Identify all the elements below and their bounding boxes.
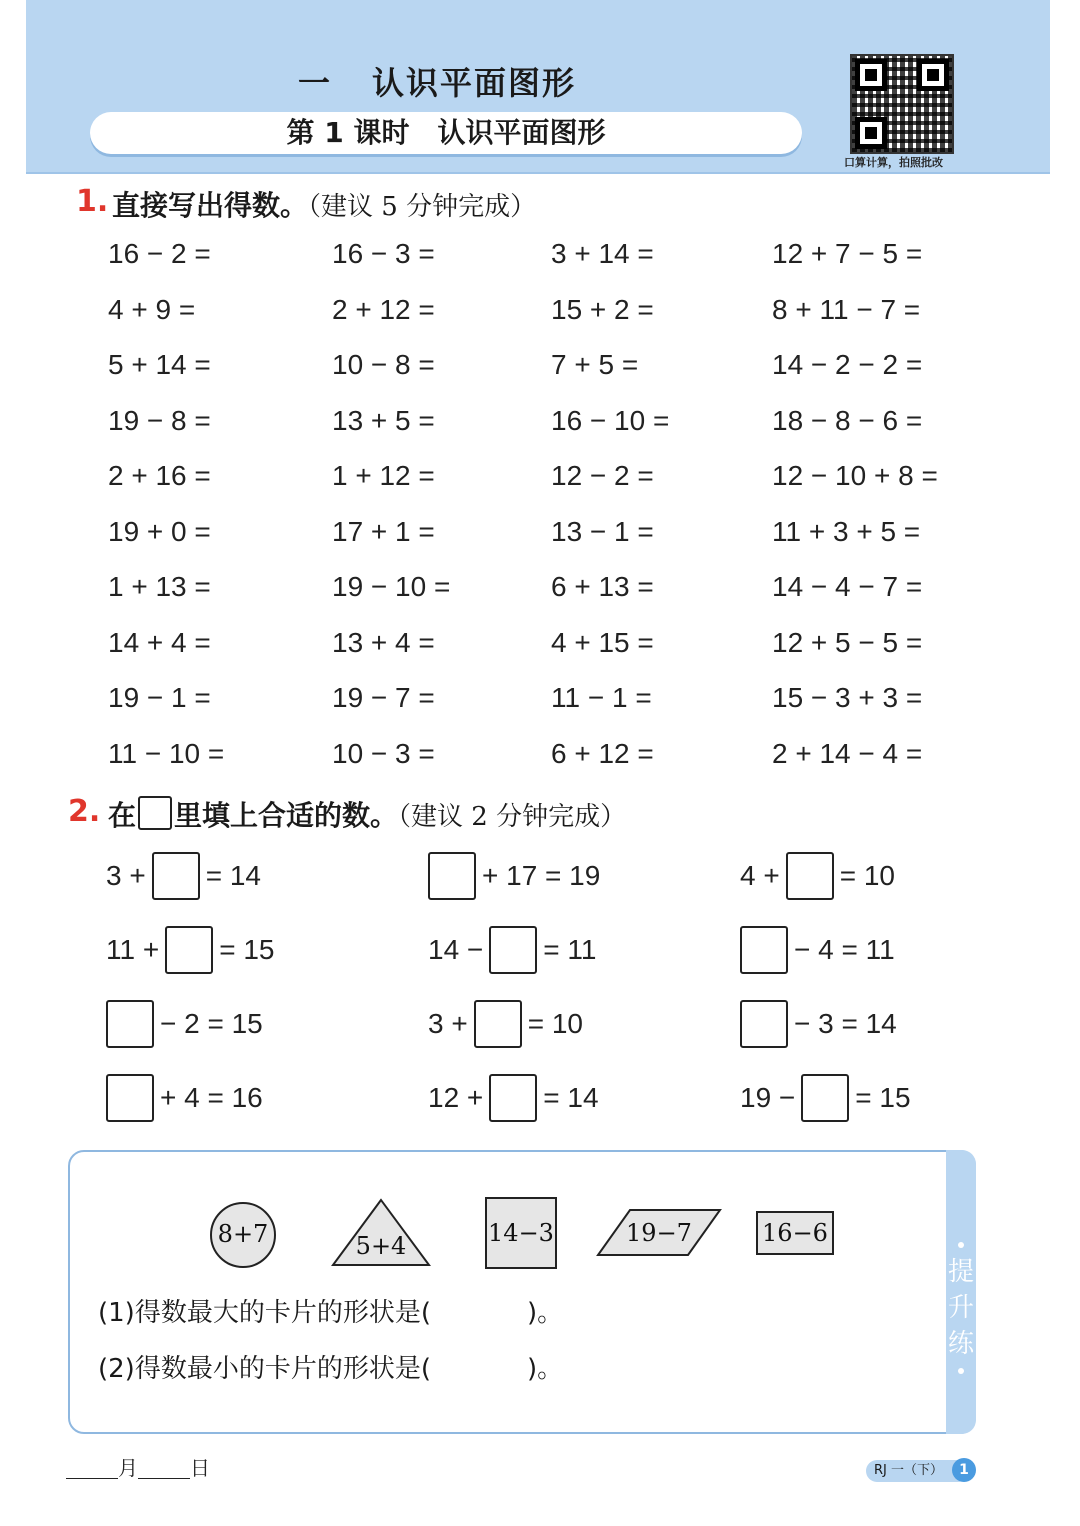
fill-after-text: − 3 = 14 bbox=[794, 1008, 897, 1039]
square-card-label: 14−3 bbox=[488, 1219, 554, 1247]
fill-after-text: = 15 bbox=[219, 934, 275, 965]
arithmetic-problem: 10 − 3 = bbox=[332, 738, 435, 769]
arithmetic-problem: 8 + 11 − 7 = bbox=[772, 294, 921, 325]
side-tab-label: 提升练 bbox=[947, 1257, 974, 1359]
fill-after-text: = 14 bbox=[543, 1082, 599, 1113]
arithmetic-problem: 15 + 2 = bbox=[551, 294, 654, 325]
arithmetic-problem: 14 − 2 − 2 = bbox=[772, 349, 923, 380]
section2-title-after: 里填上合适的数。 bbox=[174, 799, 399, 832]
section1-number: 1. bbox=[76, 184, 109, 219]
fill-after-text: = 14 bbox=[205, 860, 261, 891]
arithmetic-problem: 11 − 1 = bbox=[551, 682, 652, 713]
arithmetic-problem: 13 + 4 = bbox=[332, 627, 435, 658]
date-field bbox=[66, 1452, 210, 1481]
edition-badge: RJ 一（下） bbox=[866, 1460, 969, 1482]
section1-hint: （建议 5 分钟完成） bbox=[308, 192, 537, 222]
arithmetic-problem: 12 − 2 = bbox=[551, 460, 654, 491]
arithmetic-problem: 2 + 12 = bbox=[332, 294, 435, 325]
fill-after-text: = 10 bbox=[527, 1008, 583, 1039]
arithmetic-problem: 15 − 3 + 3 = bbox=[772, 682, 923, 713]
circle-card-label: 8+7 bbox=[217, 1220, 269, 1248]
arithmetic-problem: 18 − 8 − 6 = bbox=[772, 405, 923, 436]
question-2-text: (2)得数最小的卡片的形状是( bbox=[98, 1354, 431, 1384]
arithmetic-problem: 6 + 12 = bbox=[551, 738, 654, 769]
arithmetic-problem: 19 − 10 = bbox=[332, 571, 451, 602]
arithmetic-problem: 12 + 7 − 5 = bbox=[772, 238, 923, 269]
rectangle-card-label: 16−6 bbox=[762, 1219, 828, 1247]
fill-after-text: − 4 = 11 bbox=[794, 934, 895, 965]
unit-name: 认识平面图形 bbox=[372, 64, 577, 102]
arithmetic-problem: 6 + 13 = bbox=[551, 571, 654, 602]
fill-after-text: − 2 = 15 bbox=[160, 1008, 263, 1039]
arithmetic-problem: 12 + 5 − 5 = bbox=[772, 627, 923, 658]
arithmetic-problem: 7 + 5 = bbox=[551, 349, 639, 380]
arithmetic-problem: 16 − 2 = bbox=[108, 238, 211, 269]
arithmetic-problem: 11 + 3 + 5 = bbox=[772, 516, 921, 547]
fill-after-text: = 10 bbox=[839, 860, 895, 891]
arithmetic-problem: 17 + 1 = bbox=[332, 516, 435, 547]
question-1-end: )。 bbox=[526, 1298, 564, 1328]
arithmetic-problem: 12 − 10 + 8 = bbox=[772, 460, 938, 491]
arithmetic-problem: 19 − 1 = bbox=[108, 682, 211, 713]
arithmetic-problem: 4 + 9 = bbox=[108, 294, 196, 325]
fill-before-text: 3 + bbox=[106, 860, 146, 891]
arithmetic-problem: 3 + 14 = bbox=[551, 238, 654, 269]
question-2-end: )。 bbox=[526, 1354, 564, 1384]
arithmetic-problem: 19 + 0 = bbox=[108, 516, 211, 547]
question-1 bbox=[98, 1292, 563, 1329]
unit-number: 一 bbox=[298, 64, 333, 102]
fill-before-text: 11 + bbox=[106, 934, 160, 965]
arithmetic-problem: 16 − 3 = bbox=[332, 238, 435, 269]
section2-hint: （建议 2 分钟完成） bbox=[398, 802, 627, 832]
fill-before-text: 12 + bbox=[428, 1082, 484, 1113]
section2-title-before: 在 bbox=[108, 799, 137, 832]
arithmetic-problem: 14 − 4 − 7 = bbox=[772, 571, 923, 602]
arithmetic-problem: 16 − 10 = bbox=[551, 405, 670, 436]
fill-before-text: 19 − bbox=[740, 1082, 796, 1113]
fill-before-text: 14 − bbox=[428, 934, 484, 965]
month-blank[interactable] bbox=[66, 1458, 118, 1479]
fill-after-text: + 17 = 19 bbox=[482, 860, 601, 891]
qr-caption: 口算计算，拍照批改 bbox=[844, 156, 943, 169]
fill-after-text: = 11 bbox=[543, 934, 597, 965]
lesson-title: 第 1 课时 认识平面图形 bbox=[286, 116, 606, 149]
arithmetic-problem: 5 + 14 = bbox=[108, 349, 211, 380]
parallelogram-card-label: 19−7 bbox=[626, 1219, 692, 1247]
triangle-card-label: 5+4 bbox=[355, 1232, 407, 1260]
arithmetic-problem: 1 + 12 = bbox=[332, 460, 435, 491]
arithmetic-problem: 2 + 16 = bbox=[108, 460, 211, 491]
arithmetic-problem: 2 + 14 − 4 = bbox=[772, 738, 923, 769]
fill-before-text: 3 + bbox=[428, 1008, 468, 1039]
fill-before-text: 4 + bbox=[740, 860, 780, 891]
fill-after-text: = 15 bbox=[855, 1082, 911, 1113]
arithmetic-problem: 10 − 8 = bbox=[332, 349, 435, 380]
section2-number: 2. bbox=[68, 794, 101, 829]
arithmetic-problem: 4 + 15 = bbox=[551, 627, 654, 658]
arithmetic-problem: 19 − 8 = bbox=[108, 405, 211, 436]
day-label: 日 bbox=[190, 1456, 210, 1480]
question-2 bbox=[98, 1348, 563, 1385]
arithmetic-problem: 13 + 5 = bbox=[332, 405, 435, 436]
arithmetic-problem: 13 − 1 = bbox=[551, 516, 654, 547]
page-number: 1 bbox=[952, 1458, 976, 1482]
arithmetic-problem: 1 + 13 = bbox=[108, 571, 211, 602]
question-1-text: (1)得数最大的卡片的形状是( bbox=[98, 1298, 431, 1328]
arithmetic-problem: 19 − 7 = bbox=[332, 682, 435, 713]
arithmetic-problem: 14 + 4 = bbox=[108, 627, 211, 658]
section1-title-text: 直接写出得数。 bbox=[112, 189, 309, 222]
fill-after-text: + 4 = 16 bbox=[160, 1082, 263, 1113]
arithmetic-problem: 11 − 10 = bbox=[108, 738, 225, 769]
month-label: 月 bbox=[118, 1456, 138, 1480]
day-blank[interactable] bbox=[138, 1458, 190, 1479]
